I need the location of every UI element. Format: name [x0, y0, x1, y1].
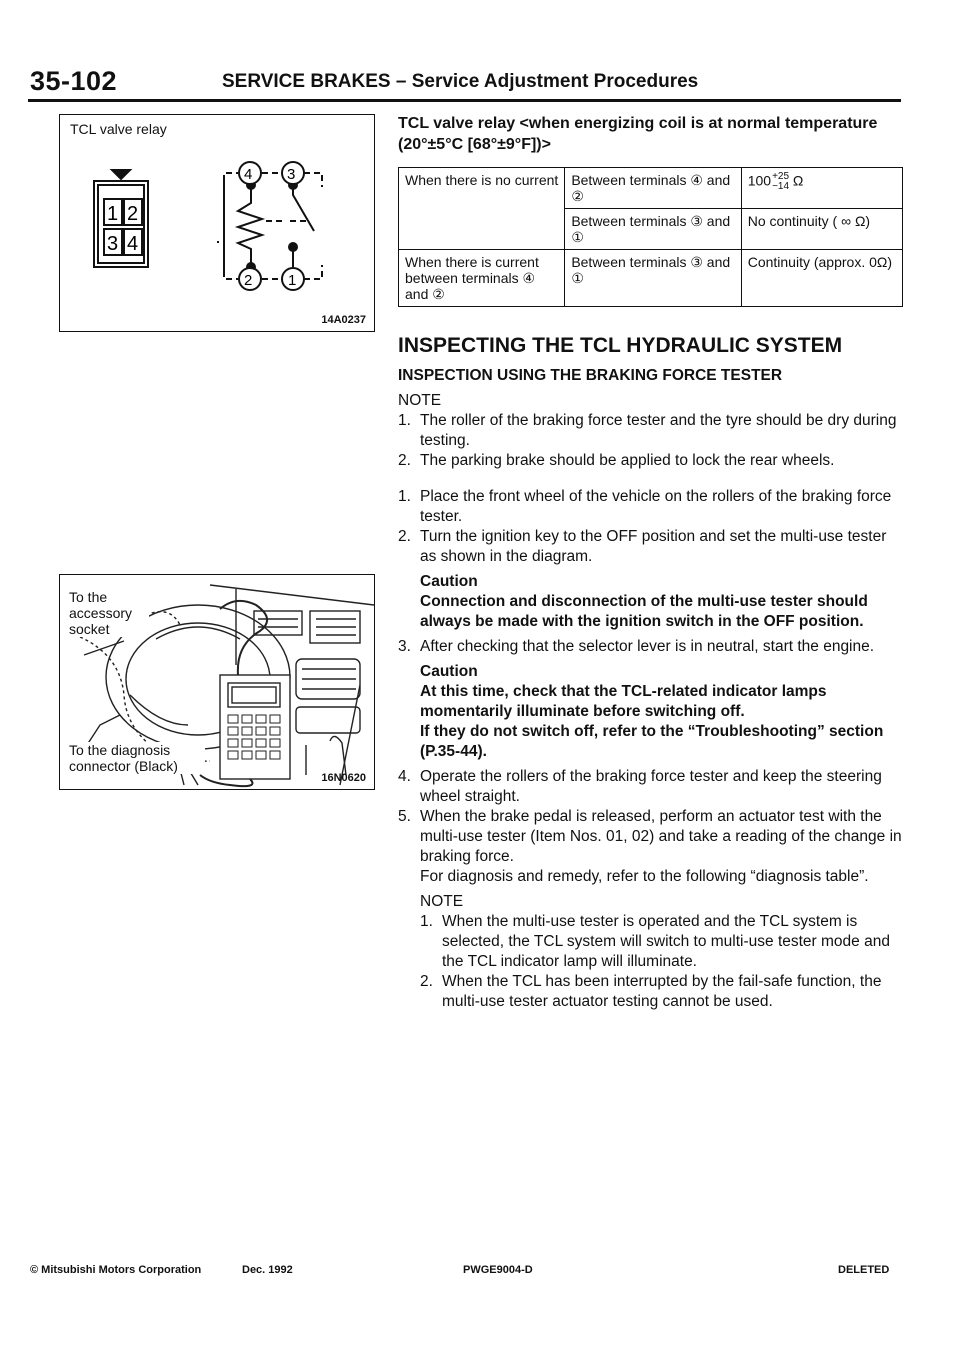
list-item: 1. Place the front wheel of the vehicle on the rollers of the braking force tester.: [398, 488, 892, 525]
resistance-tolerance-plus: +25: [772, 171, 790, 182]
page-title: SERVICE BRAKES – Service Adjustment Procedures: [222, 71, 699, 92]
list-item: 1. When the multi-use tester is operated and the TCL system is selected, the TCL system will switch to multi-use tester mode and the TCL indicator lamp will illuminate.: [420, 913, 890, 970]
diagnosis-connector-label: To the diagnosis connector (Black): [69, 742, 205, 774]
accessory-socket-label: To the accessory socket: [69, 589, 149, 637]
list-item: 4. Operate the rollers of the braking force tester and keep the steering wheel straight.: [398, 768, 882, 805]
procedure-steps: [398, 487, 903, 567]
connector-pin-4: 4: [127, 233, 139, 255]
table-cell: Between terminals ④ and ②: [565, 168, 741, 209]
terminal-1-label: 1: [288, 272, 297, 289]
note-label: NOTE: [420, 893, 464, 910]
note-label: NOTE: [398, 392, 442, 409]
relay-schematic: [218, 173, 322, 279]
table-cell: When there is current between terminals ④ and ②: [399, 250, 565, 307]
connector-pin-3: 3: [107, 233, 119, 255]
table-cell: No continuity ( ∞ Ω): [741, 209, 902, 250]
table-cell: When there is no current: [399, 168, 565, 250]
note-list: [398, 411, 903, 471]
sub-note-block: [398, 892, 903, 1012]
page-number: 35-102: [30, 66, 118, 96]
list-item: 5. When the brake pedal is released, perform an actuator test with the multi-use tester (Item Nos. 01, 02) and take a reading of the change in braking force. For diagnosis and remedy, refer to the following “diagnosis table”.: [398, 808, 902, 885]
terminal-2-label: 2: [244, 272, 253, 289]
caution-label: Caution: [420, 573, 478, 590]
caution-label: Caution: [420, 663, 478, 680]
note-list: [420, 912, 903, 1012]
caution-text: If they do not switch off, refer to the “Troubleshooting” section (P.35-44).: [420, 723, 884, 760]
caution-text: Connection and disconnection of the multi-use tester should always be made with the ignition switch in the OFF position.: [420, 593, 868, 630]
relay-figure: [59, 114, 375, 332]
tester-connection-figure: [59, 574, 375, 790]
tester-figure-code: 16N0620: [321, 772, 366, 784]
caution-text: At this time, check that the TCL-related indicator lamps momentarily illuminate before switching off.: [420, 683, 827, 720]
section-heading: INSPECTING THE TCL HYDRAULIC SYSTEM: [398, 334, 843, 357]
list-item: 2. The parking brake should be applied to lock the rear wheels.: [398, 452, 835, 469]
relay-connector-diagram: [66, 143, 366, 333]
footer-doc-code: PWGE9004-D: [463, 1264, 533, 1276]
connector-pin-1: 1: [107, 203, 119, 225]
terminal-4-label: 4: [244, 166, 253, 183]
list-item: 2. When the TCL has been interrupted by the fail-safe function, the multi-use tester actuator testing cannot be used.: [420, 973, 882, 1010]
caution-block: [398, 572, 903, 632]
connector-icon: [94, 170, 148, 267]
footer-status: DELETED: [838, 1264, 890, 1276]
table-cell: Continuity (approx. 0Ω): [741, 250, 902, 307]
table-cell: Between terminals ③ and ①: [565, 250, 741, 307]
caution-block: [398, 662, 903, 762]
footer-date: Dec. 1992: [242, 1264, 293, 1276]
table-row: [399, 168, 903, 209]
main-content: [398, 113, 903, 1012]
table-cell: Between terminals ③ and ①: [565, 209, 741, 250]
connector-pin-2: 2: [127, 203, 139, 225]
relay-section-title: TCL valve relay <when energizing coil is at normal temperature (20°±5°C [68°±9°F])>: [398, 115, 878, 153]
list-item: 2. Turn the ignition key to the OFF position and set the multi-use tester as shown in the diagram.: [398, 528, 887, 565]
relay-spec-table: [398, 167, 903, 307]
procedure-steps: [398, 767, 903, 887]
resistance-unit: Ω: [789, 172, 804, 189]
relay-figure-title: TCL valve relay: [70, 121, 167, 137]
resistance-base: 100: [747, 172, 772, 189]
list-item: 3. After checking that the selector lever is in neutral, start the engine.: [398, 638, 875, 655]
procedure-steps: [398, 637, 903, 657]
section-subheading: INSPECTION USING THE BRAKING FORCE TESTER: [398, 367, 783, 384]
table-row: [399, 250, 903, 307]
footer-copyright: © Mitsubishi Motors Corporation: [30, 1264, 202, 1276]
resistance-value-cell: [741, 168, 902, 209]
terminal-3-label: 3: [287, 166, 296, 183]
header-divider: [28, 99, 901, 102]
relay-figure-code: 14A0237: [321, 314, 366, 326]
resistance-tolerance-minus: −14: [772, 181, 790, 192]
list-item: 1. The roller of the braking force tester and the tyre should be dry during testing.: [398, 412, 897, 449]
